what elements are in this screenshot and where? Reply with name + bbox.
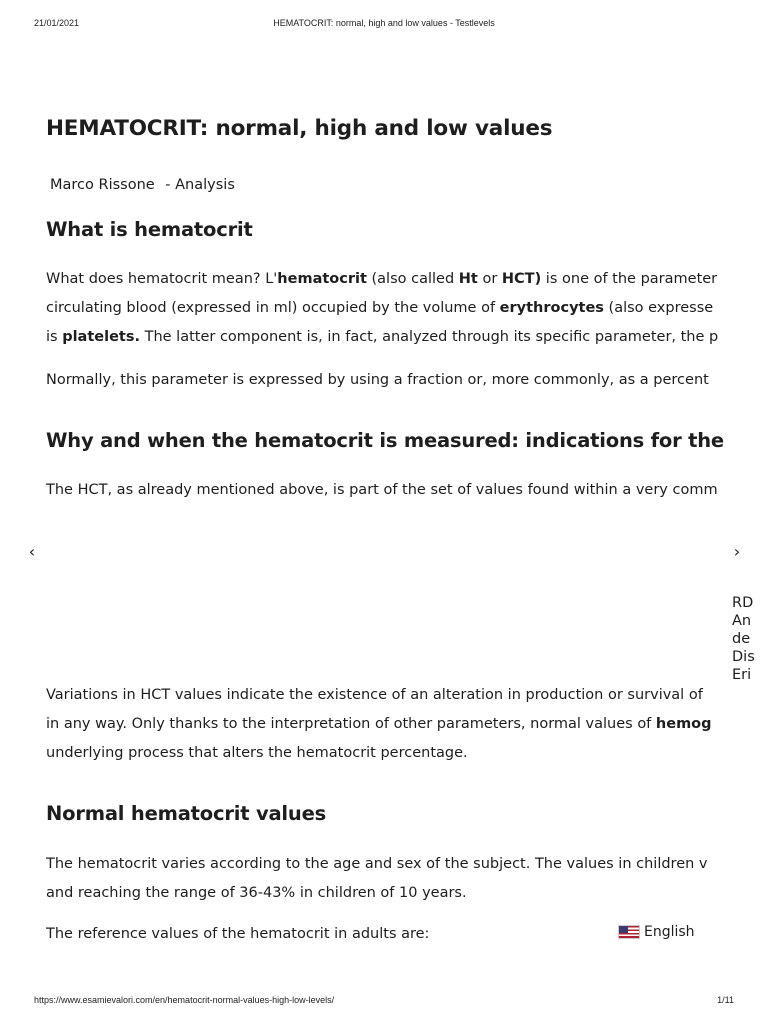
section-heading-what-is: What is hematocrit: [46, 218, 253, 241]
paragraph-line: underlying process that alters the hematocrit percentage.: [46, 745, 468, 761]
side-list-item: Dis: [732, 649, 755, 665]
paragraph-hct-set: The HCT, as already mentioned above, is part of the set of values found within a very comm: [46, 482, 718, 498]
language-switcher[interactable]: [618, 922, 695, 942]
paragraph-reference-values: The reference values of the hematocrit in adults are:: [46, 926, 430, 942]
paragraph-line: What does hematocrit mean? L'hematocrit (also called Ht or HCT) is one of the parameter: [46, 271, 718, 287]
print-date: 21/01/2021: [34, 18, 80, 28]
article-title: HEMATOCRIT: normal, high and low values: [46, 116, 553, 141]
print-document-title: HEMATOCRIT: normal, high and low values - Testlevels: [273, 18, 495, 28]
author-link[interactable]: Marco Rissone: [50, 177, 155, 193]
carousel-side-list: [732, 594, 768, 684]
print-url: https://www.esamievalori.com/en/hematocrit-normal-values-high-low-levels/: [34, 995, 335, 1005]
side-list-item: RD: [732, 595, 754, 611]
side-list-item: Eri: [732, 667, 752, 683]
language-label: English: [644, 924, 695, 940]
paragraph-line: The hematocrit varies according to the age and sex of the subject. The values in children v: [46, 856, 708, 872]
paragraph-definition: [46, 265, 718, 352]
paragraph-variations: [46, 681, 712, 768]
paragraph-line: circulating blood (expressed in ml) occupied by the volume of erythrocytes (also expresse: [46, 300, 714, 316]
paragraph-age-sex: [46, 850, 708, 908]
article-byline: [50, 177, 235, 193]
section-heading-why-when: Why and when the hematocrit is measured: indications for the: [46, 429, 724, 452]
paragraph-line: in any way. Only thanks to the interpretation of other parameters, normal values of hemog: [46, 716, 712, 732]
section-heading-normal-values: Normal hematocrit values: [46, 802, 327, 825]
paragraph-line: is platelets. The latter component is, in fact, analyzed through its specific parameter, the p: [46, 329, 719, 345]
category-link[interactable]: - Analysis: [165, 177, 235, 193]
print-page-number: 1/11: [717, 995, 734, 1005]
side-list-item: An: [732, 613, 752, 629]
side-list-item: de: [732, 631, 751, 647]
paragraph-line: and reaching the range of 36-43% in children of 10 years.: [46, 885, 467, 901]
chevron-right-icon[interactable]: ›: [733, 542, 741, 561]
print-footer: [34, 995, 734, 1007]
article-content: [46, 0, 768, 990]
paragraph-line: Variations in HCT values indicate the existence of an alteration in production or survival of: [46, 687, 703, 703]
us-flag-icon: [618, 925, 640, 939]
chevron-left-icon[interactable]: ‹: [28, 542, 36, 561]
paragraph-expression: Normally, this parameter is expressed by using a fraction or, more commonly, as a percent: [46, 372, 709, 388]
